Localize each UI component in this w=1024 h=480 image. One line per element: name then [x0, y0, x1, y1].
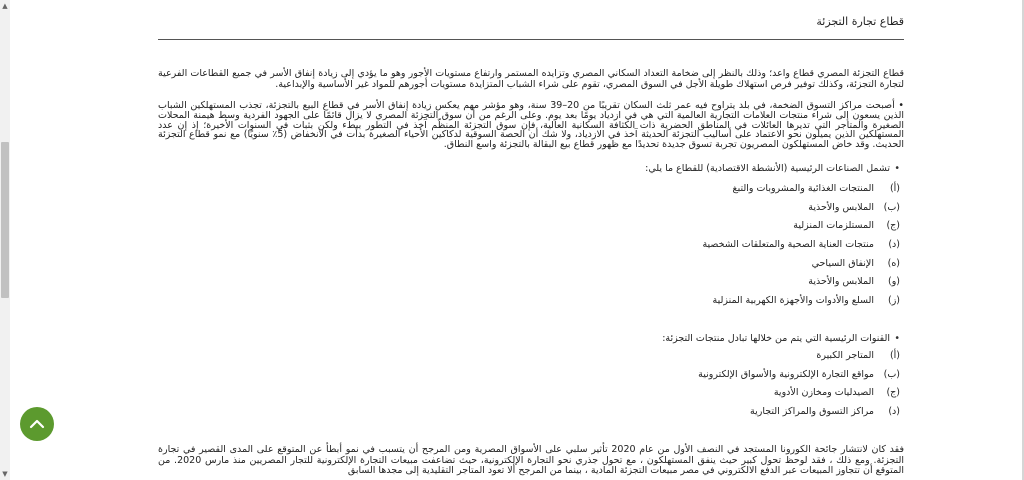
title-divider [158, 39, 904, 40]
industries-heading-text: تشمل الصناعات الرئيسية (الأنشطة الاقتصادية) للقطاع ما يلي: [645, 163, 890, 174]
list-item [698, 369, 900, 388]
list-item-label: الإنفاق السياحي [811, 257, 874, 269]
list-marker: (و) [887, 276, 900, 288]
vertical-scrollbar[interactable] [0, 0, 10, 480]
malls-paragraph: • أصبحت مراكز التسوق الضخمة، في بلد يتراوح فيه عمر ثلث السكان تقريبًا من 20–39 سنة، وهو مؤشر مهم يعكس زيادة إنفاق الأسر في قطاع البيع بالتجزئة، تجذب المستهلكين الشباب الذين يسعون إلى شراء منتجات العلامات التجارية العالمية التي هي في ازدياد يومًا بعد يوم. وعلى الرغم من أن سوق التجزئة المصري لا يزال قائمًا على الجهود الفردية وسط هيمنة المحلات الصغيرة والمتاجر التي تديرها العائلات في المناطق الحضرية ذات الكثافة السكانية العالية، فإن سوق التجزئة المنظّم آخذ في التطور ببطء ولكن بثبات في السنوات الأخيرة؛ إذ إن عدد المستهلكين الذين يميلون نحو الاعتماد على أساليب التجزئة الحديثة آخذ في الازدياد، ولا شك أن الحصة السوقية لدكاكين الأحياء الصغيرة بدأت في الانخفاض (5٪ سنويًا) مع نمو قطاع التجزئة الحديث. وقد خاض المستهلكون المصريون تجربة تسوق جديدة تحديدًا مع ظهور قطاع بيع البقالة بالتجزئة واسع النطاق. [158, 100, 905, 151]
list-marker: (د) [888, 406, 900, 418]
corona-paragraph: فقد كان لانتشار جائحة الكورونا المستجد في النصف الأول من عام 2020 تأثير سلبي على الأسواق المصرية ومن المرجح أن يتسبب في نمو أبطأ عن المتوقع على المدى القصير في تجارة التجزئة. ومع ذلك ، فقد لوحظ تحول كبير حيث ينفق المستهلكون ، مع تحول جذري نحو التجارة الإلكترونية، حيث تضاعفت مبيعات التجارة الإلكترونية للتجار المصريين منذ مارس 2020. من المتوقع أن تتجاوز المبيعات عبر الدفع الالكتروني في مصر مبيعات التجزئة المادية ، بينما من المرجح ألا تعود المتاجر التقليدية إلى مجدها السابق [158, 444, 905, 476]
list-marker: (د) [888, 239, 900, 251]
list-item-label: المنتجات الغذائية والمشروبات والتبغ [732, 183, 874, 194]
list-item-label: السلع والأدوات والأجهزة الكهربية المنزلية [712, 295, 874, 307]
list-item-label: مراكز التسوق والمراكز التجارية [750, 406, 874, 418]
chevron-up-icon [29, 419, 45, 429]
list-item [702, 239, 900, 258]
bullet: • [894, 163, 900, 174]
list-item-label: منتجات العناية الصحية والمتعلقات الشخصية [702, 239, 874, 251]
list-item [702, 295, 900, 314]
list-marker: (ه) [887, 257, 900, 269]
list-item [702, 183, 900, 202]
list-item [698, 350, 900, 369]
list-marker: (ج) [886, 220, 900, 232]
list-item [702, 276, 900, 295]
page-title: قطاع تجارة التجزئة [816, 15, 904, 28]
list-marker: (ب) [883, 368, 900, 380]
list-item [702, 220, 900, 239]
list-item-label: الملابس والأحذية [808, 201, 874, 213]
scroll-up-arrow-icon[interactable]: ▲ [2, 2, 8, 10]
scrollbar-thumb[interactable] [1, 142, 9, 298]
industries-list [702, 183, 900, 314]
list-item [702, 258, 900, 277]
list-item-label: الصيدليات ومخازن الأدوية [773, 387, 874, 399]
scroll-down-arrow-icon[interactable]: ▼ [2, 470, 8, 478]
list-marker: (ب) [883, 201, 900, 213]
list-marker: (أ) [889, 350, 900, 361]
channels-heading-text: القنوات الرئيسية التي يتم من خلالها تبادل منتجات التجزئة: [662, 333, 890, 344]
industries-heading [645, 163, 900, 175]
list-marker: (أ) [889, 183, 900, 194]
channels-list [698, 350, 900, 425]
list-item [698, 406, 900, 425]
intro-paragraph: قطاع التجزئة المصري قطاع واعد؛ وذلك بالنظر إلى ضخامة التعداد السكاني المصري وتزايده المستمر وارتفاع مستويات الأجور وهو ما يؤدي إلى زيادة إنفاق الأسر في جميع القطاعات الفرعية لتجارة التجزئة، وكذلك توفير فرص استهلاك طويلة الأجل في السوق المصري، تقوم على شراء الشباب المتزايدة مستويات أجورهم للمواد غير الأساسية والإبداعية. [158, 68, 904, 90]
article-content [158, 0, 904, 480]
list-item [698, 387, 900, 406]
list-item-label: المستلزمات المنزلية [793, 220, 874, 232]
bullet: • [894, 333, 900, 344]
list-item-label: الملابس والأحذية [808, 276, 874, 288]
channels-heading [662, 333, 900, 345]
list-item-label: مواقع التجارة الإلكترونية والأسواق الإلكترونية [698, 368, 874, 380]
list-marker: (ج) [886, 387, 900, 399]
list-item [702, 202, 900, 221]
scroll-to-top-button[interactable] [20, 407, 54, 441]
list-marker: (ز) [887, 295, 900, 307]
list-item-label: المتاجر الكبيرة [816, 350, 874, 361]
